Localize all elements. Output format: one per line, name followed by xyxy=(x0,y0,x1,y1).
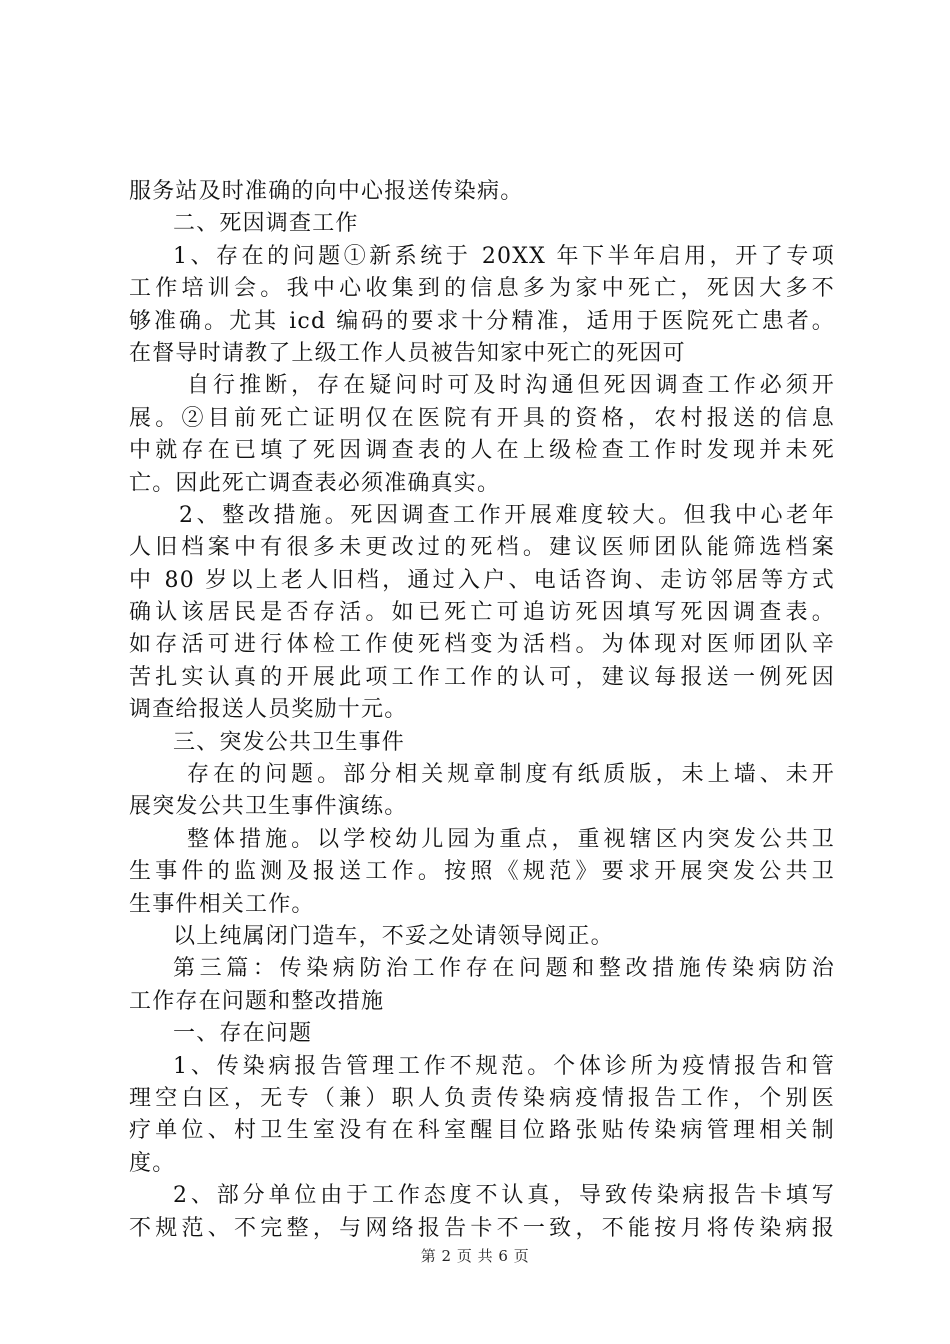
text-line: 亡。因此死亡调查表必须准确真实。 xyxy=(129,470,501,496)
text-line: 服务站及时准确的向中心报送传染病。 xyxy=(129,179,524,204)
page-number: 第 2 页 共 6 页 xyxy=(420,1247,530,1265)
text-line: 生事件相关工作。 xyxy=(129,891,315,917)
text-line: 1、存在的问题①新系统于 20XX 年下半年启用，开了专项 xyxy=(173,243,835,269)
text-line: 整体措施。以学校幼儿园为重点，重视辖区内突发公共卫 xyxy=(187,826,835,852)
chapter-title: 工作存在问题和整改措施 xyxy=(129,988,385,1014)
text-line: 存在的问题。部分相关规章制度有纸质版，未上墙、未开 xyxy=(187,762,835,788)
text-line: 1、传染病报告管理工作不规范。个体诊所为疫情报告和管 xyxy=(173,1053,835,1079)
text-line: 2、部分单位由于工作态度不认真，导致传染病报告卡填写 xyxy=(173,1183,835,1209)
text-line: 中就存在已填了死因调查表的人在上级检查工作时发现并未死 xyxy=(129,438,835,464)
text-line: 中 80 岁以上老人旧档，通过入户、电话咨询、走访邻居等方式 xyxy=(129,567,835,593)
section-heading: 三、突发公共卫生事件 xyxy=(173,729,406,755)
text-line: 度。 xyxy=(129,1150,176,1176)
text-line: 不规范、不完整，与网络报告卡不一致，不能按月将传染病报 xyxy=(129,1215,835,1241)
document-body xyxy=(129,176,835,1245)
text-line: 够准确。尤其 icd 编码的要求十分精准，适用于医院死亡患者。 xyxy=(129,308,835,334)
text-line: 展突发公共卫生事件演练。 xyxy=(129,794,408,820)
text-line: 理空白区，无专（兼）职人负责传染病疫情报告工作，个别医 xyxy=(129,1085,835,1111)
text-line: 在督导时请教了上级工作人员被告知家中死亡的死因可 xyxy=(129,340,686,366)
text-line: 如存活可进行体检工作使死档变为活档。为体现对医师团队辛 xyxy=(129,632,835,658)
section-heading: 二、死因调查工作 xyxy=(173,211,359,237)
text-line: 人旧档案中有很多未更改过的死档。建议医师团队能筛选档案 xyxy=(129,535,835,561)
text-line: 工作培训会。我中心收集到的信息多为家中死亡，死因大多不 xyxy=(129,276,835,302)
section-heading: 一、存在问题 xyxy=(173,1021,313,1047)
text-line: 展。②目前死亡证明仅在医院有开具的资格，农村报送的信息 xyxy=(129,405,835,431)
text-line: 调查给报送人员奖励十元。 xyxy=(129,697,408,723)
text-line: 以上纯属闭门造车，不妥之处请领导阅正。 xyxy=(173,923,614,949)
text-line: 生事件的监测及报送工作。按照《规范》要求开展突发公共卫 xyxy=(129,859,835,885)
text-line: 疗单位、村卫生室没有在科室醒目位路张贴传染病管理相关制 xyxy=(129,1118,835,1144)
chapter-title: 第三篇：传染病防治工作存在问题和整改措施传染病防治 xyxy=(173,956,835,982)
text-line: 苦扎实认真的开展此项工作工作的认可，建议每报送一例死因 xyxy=(129,664,835,690)
text-line: 自行推断，存在疑问时可及时沟通但死因调查工作必须开 xyxy=(187,373,835,399)
text-line: 确认该居民是否存活。如已死亡可追访死因填写死因调查表。 xyxy=(129,600,835,626)
text-line: 2、整改措施。死因调查工作开展难度较大。但我中心老年 xyxy=(179,502,835,528)
